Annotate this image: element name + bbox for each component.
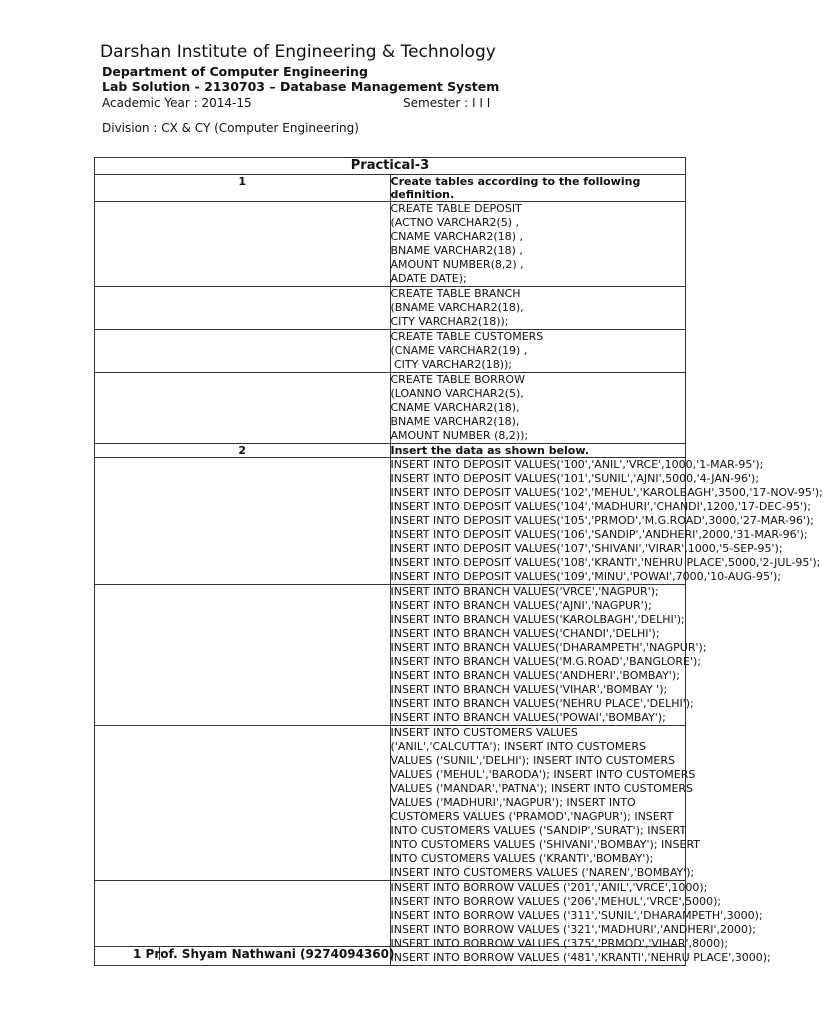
- sql-block-create-deposit: CREATE TABLE DEPOSIT (ACTNO VARCHAR2(5) , CNAME VARCHAR2(18) , BNAME VARCHAR2(18) , AMOUNT NUMBER(8,2) , ADATE DATE);: [390, 202, 686, 287]
- lab-title: Lab Solution - 2130703 – Database Management System: [102, 79, 500, 94]
- question-number: 1: [95, 175, 391, 202]
- answer-row: [95, 287, 686, 330]
- department-name: Department of Computer Engineering: [102, 64, 368, 79]
- answer-row: [95, 585, 686, 726]
- academic-year: Academic Year : 2014-15: [102, 96, 252, 110]
- institute-name: Darshan Institute of Engineering & Technology: [100, 42, 496, 62]
- answer-row: [95, 202, 686, 287]
- question-text: Create tables according to the following definition.: [390, 175, 686, 202]
- semester: Semester : I I I: [403, 96, 491, 110]
- division: Division : CX & CY (Computer Engineering): [102, 121, 359, 135]
- page-footer: [133, 947, 395, 961]
- practical-title: Practical-3: [95, 158, 686, 175]
- answer-row: [95, 373, 686, 444]
- sql-block-create-branch: CREATE TABLE BRANCH (BNAME VARCHAR2(18), CITY VARCHAR2(18));: [390, 287, 686, 330]
- sql-block-insert-branch: INSERT INTO BRANCH VALUES('VRCE','NAGPUR'); INSERT INTO BRANCH VALUES('AJNI','NAGPUR'); INSERT INTO BRANCH VALUES('KAROLBAGH','DELHI'); INSERT INTO BRANCH VALUES('CHANDI','DELHI'); INSERT INTO BRANCH VALUES('DHARAMPETH','NAGPUR'); INSERT INTO BRANCH VALUES('M.G.ROAD','BANGLORE'); INSERT INTO BRANCH VALUES('ANDHERI','BOMBAY'); INSERT INTO BRANCH VALUES('VIHAR','BOMBAY '); INSERT INTO BRANCH VALUES('NEHRU PLACE','DELHI'); INSERT INTO BRANCH VALUES('POWAI','BOMBAY');: [390, 585, 707, 724]
- footer-author: Prof. Shyam Nathwani (9274094360): [145, 947, 395, 961]
- answer-row: [95, 726, 686, 881]
- sql-block-insert-deposit: INSERT INTO DEPOSIT VALUES('100','ANIL','VRCE',1000,'1-MAR-95'); INSERT INTO DEPOSIT VALUES('101','SUNIL','AJNI',5000,'4-JAN-96'); INSERT INTO DEPOSIT VALUES('102','MEHUL','KAROLBAGH',3500,'17-NOV-95'); INSERT INTO DEPOSIT VALUES('104','MADHURI','CHANDI',1200,'17-DEC-95'); INSERT INTO DEPOSIT VALUES('105','PRMOD','M.G.ROAD',3000,'27-MAR-96'); INSERT INTO DEPOSIT VALUES('106','SANDIP','ANDHERI',2000,'31-MAR-96'); INSERT INTO DEPOSIT VALUES('107','SHIVANI','VIRAR',1000,'5-SEP-95'); INSERT INTO DEPOSIT VALUES('108','KRANTI','NEHRU PLACE',5000,'2-JUL-95'); INSERT INTO DEPOSIT VALUES('109','MINU','POWAI',7000,'10-AUG-95');: [390, 458, 823, 583]
- sql-block-insert-customers: INSERT INTO CUSTOMERS VALUES ('ANIL','CALCUTTA'); INSERT INTO CUSTOMERS VALUES ('SUNIL','DELHI'); INSERT INTO CUSTOMERS VALUES ('MEHUL','BARODA'); INSERT INTO CUSTOMERS VALUES ('MANDAR','PATNA'); INSERT INTO CUSTOMERS VALUES ('MADHURI','NAGPUR'); INSERT INTO CUSTOMERS VALUES ('PRAMOD','NAGPUR'); INSERT INTO CUSTOMERS VALUES ('SANDIP','SURAT'); INSERT INTO CUSTOMERS VALUES ('SHIVANI','BOMBAY'); INSERT INTO CUSTOMERS VALUES ('KRANTI','BOMBAY'); INSERT INTO CUSTOMERS VALUES ('NAREN','BOMBAY');: [390, 726, 701, 879]
- page-number: 1: [133, 947, 142, 961]
- question-row: [95, 175, 686, 202]
- answer-row: [95, 330, 686, 373]
- sql-block-create-borrow: CREATE TABLE BORROW (LOANNO VARCHAR2(5), CNAME VARCHAR2(18), BNAME VARCHAR2(18), AMOUNT NUMBER (8,2));: [390, 373, 686, 444]
- question-row: [95, 444, 686, 458]
- practical-title-row: [95, 158, 686, 175]
- question-text: Insert the data as shown below.: [390, 444, 686, 458]
- sql-block-create-customers: CREATE TABLE CUSTOMERS (CNAME VARCHAR2(19) , CITY VARCHAR2(18));: [390, 330, 686, 373]
- answer-row: [95, 458, 686, 585]
- practical-table: [94, 157, 823, 966]
- sql-block-insert-borrow: INSERT INTO BORROW VALUES ('201','ANIL','VRCE',1000); INSERT INTO BORROW VALUES ('206','MEHUL','VRCE',5000); INSERT INTO BORROW VALUES ('311','SUNIL','DHARAMPETH',3000); INSERT INTO BORROW VALUES ('321','MADHURI','ANDHERI',2000); INSERT INTO BORROW VALUES ('375','PRMOD','VIHAR',8000); INSERT INTO BORROW VALUES ('481','KRANTI','NEHRU PLACE',3000);: [390, 881, 771, 964]
- question-number: 2: [95, 444, 391, 458]
